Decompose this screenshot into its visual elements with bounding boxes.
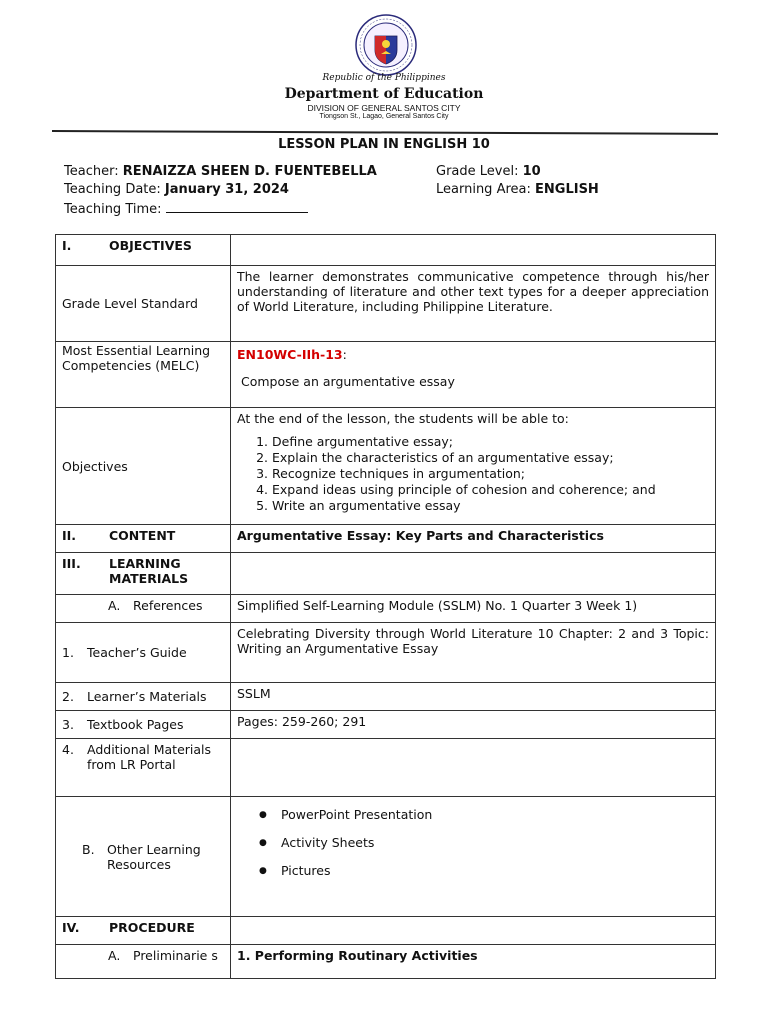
grade-label: Grade Level:: [436, 164, 519, 179]
table-row: [56, 235, 716, 266]
date-label: Teaching Date:: [64, 182, 161, 197]
learning-area: ENGLISH: [535, 182, 599, 197]
table-row: [56, 797, 716, 917]
date-line: [64, 182, 289, 197]
lesson-plan-table: [55, 234, 716, 979]
teacher-line: [64, 164, 377, 179]
header-divider: [52, 130, 718, 135]
list-item: 3. Recognize techniques in argumentation;: [272, 466, 709, 482]
deped-seal-icon: [355, 14, 417, 76]
preliminaries-text: 1. Performing Routinary Activities: [231, 945, 716, 979]
teaching-date: January 31, 2024: [164, 182, 289, 197]
content-text: Argumentative Essay: Key Parts and Characteristics: [231, 525, 716, 553]
grade-level: 10: [522, 164, 541, 179]
objectives-label: Objectives: [56, 408, 231, 525]
other-resources-cell: [231, 797, 716, 917]
grade-line: [436, 164, 541, 179]
area-label: Learning Area:: [436, 182, 531, 197]
teacher-label: Teacher:: [64, 164, 119, 179]
materials-heading: III. LEARNING MATERIALS: [56, 553, 231, 595]
teaching-time-blank: [166, 200, 308, 213]
objectives-intro: At the end of the lesson, the students will be able to:: [237, 411, 569, 426]
list-item: 2. Explain the characteristics of an argumentative essay;: [272, 450, 709, 466]
table-row: [56, 711, 716, 739]
additional-materials-label: 4. Additional Materials from LR Portal: [56, 739, 231, 797]
table-row: [56, 553, 716, 595]
teachers-guide-label: 1. Teacher’s Guide: [56, 623, 231, 683]
standard-label: Grade Level Standard: [56, 266, 231, 342]
division-name: DIVISION OF GENERAL SANTOS CITY: [307, 103, 461, 113]
table-row: [56, 342, 716, 408]
table-row: [56, 266, 716, 342]
objectives-list: [237, 434, 709, 514]
other-resources-label: B. Other Learning Resources: [56, 797, 231, 917]
list-item: 5. Write an argumentative essay: [272, 498, 709, 514]
teachers-guide-text: Celebrating Diversity through World Literature 10 Chapter: 2 and 3 Topic: Writing an Argumentative Essay: [231, 623, 716, 683]
page-title: LESSON PLAN IN ENGLISH 10: [278, 137, 490, 152]
area-line: [436, 182, 599, 197]
textbook-pages-text: Pages: 259-260; 291: [231, 711, 716, 739]
textbook-pages-label: 3. Textbook Pages: [56, 711, 231, 739]
melc-cell: EN10WC-IIh-13: Compose an argumentative essay: [231, 342, 716, 408]
learners-materials-text: SSLM: [231, 683, 716, 711]
learners-materials-label: 2. Learner’s Materials: [56, 683, 231, 711]
table-row: [56, 683, 716, 711]
list-item: ● PowerPoint Presentation: [281, 806, 709, 824]
procedure-heading: IV. PROCEDURE: [56, 917, 231, 945]
table-row: [56, 525, 716, 553]
table-row: [56, 945, 716, 979]
department-name: Department of Education: [284, 86, 484, 102]
references-label: A. References: [56, 595, 231, 623]
objectives-cell: [231, 408, 716, 525]
list-item: ● Activity Sheets: [281, 834, 709, 852]
time-line: [64, 200, 308, 217]
time-label: Teaching Time:: [64, 202, 162, 217]
content-heading: II. CONTENT: [56, 525, 231, 553]
table-row: [56, 595, 716, 623]
list-item: 4. Expand ideas using principle of cohesion and coherence; and: [272, 482, 709, 498]
melc-text: Compose an argumentative essay: [241, 374, 455, 389]
table-row: [56, 623, 716, 683]
objectives-heading: I. OBJECTIVES: [56, 235, 231, 266]
list-item: 1. Define argumentative essay;: [272, 434, 709, 450]
teacher-name: RENAIZZA SHEEN D. FUENTEBELLA: [122, 164, 377, 179]
republic-text: Republic of the Philippines: [322, 73, 446, 83]
melc-label: Most Essential Learning Competencies (MELC): [56, 342, 231, 408]
standard-text: The learner demonstrates communicative competence through his/her understanding of literature and other text types for a deeper appreciation of World Literature, including Philippine Literature.: [231, 266, 716, 342]
list-item: ● Pictures: [281, 862, 709, 880]
resources-list: [237, 806, 709, 880]
melc-code: EN10WC-IIh-13: [237, 347, 343, 362]
preliminaries-label: A. Preliminarie s: [56, 945, 231, 979]
references-text: Simplified Self-Learning Module (SSLM) No. 1 Quarter 3 Week 1): [231, 595, 716, 623]
table-row: [56, 917, 716, 945]
division-address: Tiongson St., Lagao, General Santos City: [319, 113, 449, 120]
table-row: [56, 408, 716, 525]
table-row: [56, 739, 716, 797]
